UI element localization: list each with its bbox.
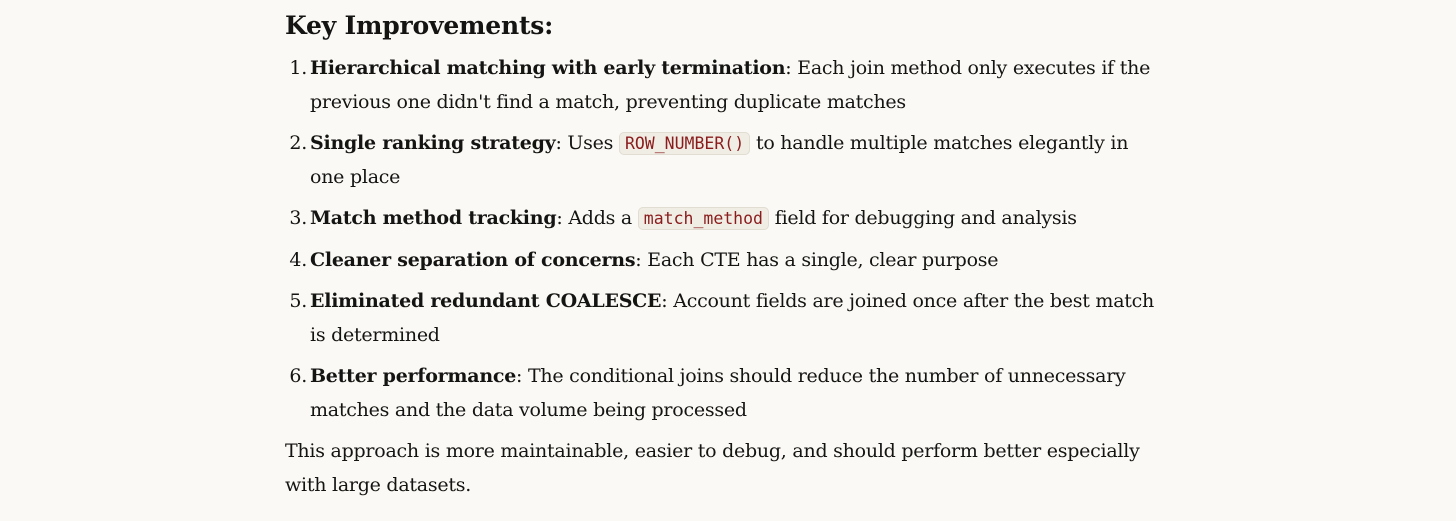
list-item xyxy=(285,202,1165,236)
list-item xyxy=(285,285,1165,352)
message-content xyxy=(285,6,1165,502)
list-item-term: Eliminated redundant COALESCE xyxy=(310,290,662,312)
list-item-number: 6. xyxy=(289,365,307,387)
list-item-description: to handle multiple matches elegantly in one place xyxy=(310,132,1129,188)
list-item-term: Cleaner separation of concerns xyxy=(310,248,636,271)
list-item-description: : The conditional joins should reduce the number of unnecessary matches and the data volume being processed xyxy=(310,365,1126,421)
list-item-term: Hierarchical matching with early termination xyxy=(310,57,786,79)
list-item-term: Match method tracking xyxy=(310,207,557,229)
list-item-description: : Account fields are joined once after the best match is determined xyxy=(310,290,1155,346)
list-item xyxy=(285,360,1165,427)
inline-code: ROW_NUMBER() xyxy=(619,132,750,155)
list-item-description: : Adds a xyxy=(556,207,638,229)
improvements-list xyxy=(285,52,1165,427)
list-item-number: 1. xyxy=(289,57,307,79)
summary-paragraph: This approach is more maintainable, easier to debug, and should perform better especially with large datasets. xyxy=(285,440,1140,496)
section-heading: Key Improvements: xyxy=(285,11,554,40)
list-item-description: : Uses xyxy=(555,132,619,154)
list-item-description: : Each join method only executes if the previous one didn't find a match, preventing duplicate matches xyxy=(310,57,1151,113)
list-item-number: 2. xyxy=(289,132,307,154)
list-item-number: 4. xyxy=(289,248,307,271)
list-item xyxy=(285,52,1165,119)
list-item xyxy=(285,127,1165,194)
list-item xyxy=(285,244,1165,278)
list-item-number: 3. xyxy=(289,207,307,229)
list-item-description: : Each CTE has a single, clear purpose xyxy=(635,248,999,271)
list-item-term: Better performance xyxy=(310,365,517,387)
inline-code: match_method xyxy=(638,207,769,230)
list-item-term: Single ranking strategy xyxy=(310,132,556,154)
list-item-number: 5. xyxy=(289,290,307,312)
list-item-description: field for debugging and analysis xyxy=(769,207,1077,229)
